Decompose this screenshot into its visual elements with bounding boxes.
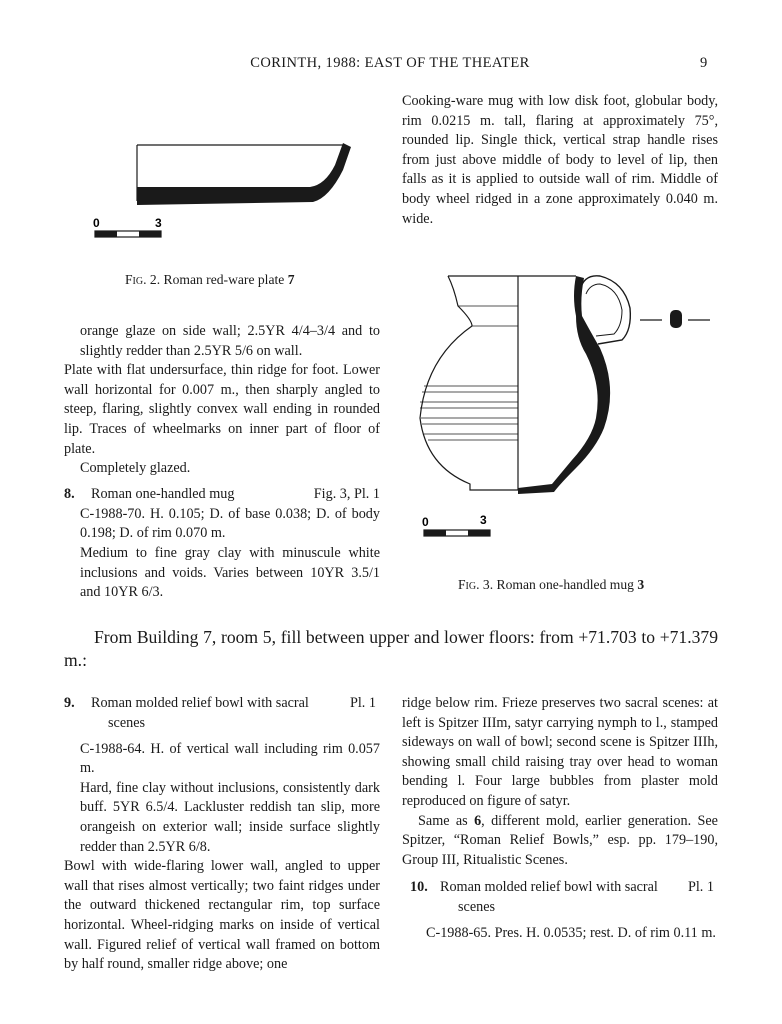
fig2-scale-end: 3 bbox=[155, 216, 162, 230]
item-9-inventory: C-1988-64. H. of vertical wall including rim 0.057 m. bbox=[80, 740, 380, 777]
fig2-scale-start: 0 bbox=[93, 216, 100, 230]
glazed-note: Completely glazed. bbox=[80, 460, 191, 477]
item-10-entry: 10. Roman molded relief bowl with sacral Pl. 1 scenes C-1988-65. Pres. H. 0.0535; rest. D. of rim 0.11 m. bbox=[410, 878, 718, 943]
left-column-text bbox=[64, 322, 380, 603]
running-head: CORINTH, 1988: EAST OF THE THEATER bbox=[250, 55, 530, 71]
fig3-scale-end: 3 bbox=[480, 513, 487, 527]
fig2-scale-bar bbox=[93, 216, 162, 237]
item-9-entry: 9. Roman molded relief bowl with sacral Pl. 1 scenes C-1988-64. H. of vertical wall including rim 0.057 m. Hard, fine clay without inclusions, consistently dark buff. 5YR 6.5/4. Lackluster reddish tan slip, more orangeish on exterior wall; inside surface slightly redder than 2.5YR 6/8. Bowl with wide-flaring lower wall, angled to upper wall that rises almost vertically; two faint ridges under the outward thickened rectangular rim, top surface horizontal. Wheel-ridging marks on inside of vertical wall. Figured relief of vertical wall framed on bottom by half round, smaller ridge above; one bbox=[64, 694, 380, 975]
figure-2-plate-drawing bbox=[85, 135, 360, 245]
item-9-description: Bowl with wide-flaring lower wall, angled to upper wall that rises almost vertically; two faint ridges under the outward thickened rectangular rim, top surface horizontal. Wheel-ridging marks on inside of vertical wall. Figured relief of vertical wall framed on bottom by half round, smaller ridge above; one bbox=[64, 858, 380, 973]
item-8-fabric: Medium to fine gray clay with minuscule white inclusions and voids. Varies between 10YR 3.5/1 and 10YR 6/3. bbox=[80, 544, 380, 601]
fig3-scale-start: 0 bbox=[422, 515, 429, 529]
item-9-continuation: ridge below rim. Frieze preserves two sacral scenes: at left is Spitzer IIIm, satyr carrying nymph to l., stamped sideways on wall of bowl; second scene is Spitzer IIIh, showing small child raising tray over head to woman bending l. Four large bubbles from plaster mold reproduced on figure of satyr. Same as 6, different mold, earlier generation. See Spitzer, “Roman Relief Bowls,” esp. pp. 179–190, Group III, Ritualistic Scenes. bbox=[402, 694, 718, 870]
section-heading: From Building 7, room 5, fill between upper and lower floors: from +71.703 to +71.379 m.: bbox=[64, 627, 718, 670]
figure-3-mug-drawing bbox=[400, 268, 720, 548]
glaze-text: orange glaze on side wall; 2.5YR 4/4–3/4 and to slightly redder than 2.5YR 5/6 on wall. bbox=[80, 323, 380, 359]
plate-description: Plate with flat undersurface, thin ridge for foot. Lower wall horizontal for 0.007 m., then sharply angled to steep, flaring, slightly convex wall ending in rounded lip. Traces of wheelmarks on inner part of floor of plate. bbox=[64, 362, 380, 457]
fig3-caption: Fig. 3. Roman one-handled mug 3 bbox=[458, 577, 645, 592]
plate-profile bbox=[137, 143, 351, 205]
fig3-scale-bar bbox=[422, 513, 490, 536]
item-9-heading: 9. Roman molded relief bowl with sacral Pl. 1 bbox=[64, 695, 376, 711]
mug-profile bbox=[420, 276, 710, 494]
item-10-heading: 10. Roman molded relief bowl with sacral Pl. 1 bbox=[410, 879, 714, 895]
item-9-same-as: Same as 6, different mold, earlier generation. See Spitzer, “Roman Relief Bowls,” esp. pp. 179–190, Group III, Ritualistic Scenes. bbox=[402, 812, 718, 868]
fig2-caption: Fig. 2. Roman red-ware plate 7 bbox=[125, 272, 295, 287]
item-10-inventory: C-1988-65. Pres. H. 0.0535; rest. D. of rim 0.11 m. bbox=[426, 924, 716, 941]
item-8-heading: 8. Roman one-handled mug Fig. 3, Pl. 1 bbox=[64, 485, 380, 502]
page-number: 9 bbox=[700, 55, 708, 71]
mug-description-paragraph: Cooking-ware mug with low disk foot, globular body, rim 0.0215 m. tall, flaring at approximately 75°, rounded lip. Single thick, vertical strap handle rises from just above middle of body to level of lip, then falls as it is applied to outside wall of rim. Middle of body wheel ridged in a zone approximately 0.040 m. wide. bbox=[402, 93, 718, 227]
plate-section bbox=[137, 143, 351, 205]
item-8-inventory: C-1988-70. H. 0.105; D. of base 0.038; D. of body 0.198; D. of rim 0.070 m. bbox=[80, 505, 380, 542]
page-header bbox=[0, 55, 782, 77]
item-9-fabric: Hard, fine clay without inclusions, consistently dark buff. 5YR 6.5/4. Lackluster reddish tan slip, more orangeish on exterior wall; inside surface slightly redder than 2.5YR 6/8. bbox=[80, 779, 380, 855]
